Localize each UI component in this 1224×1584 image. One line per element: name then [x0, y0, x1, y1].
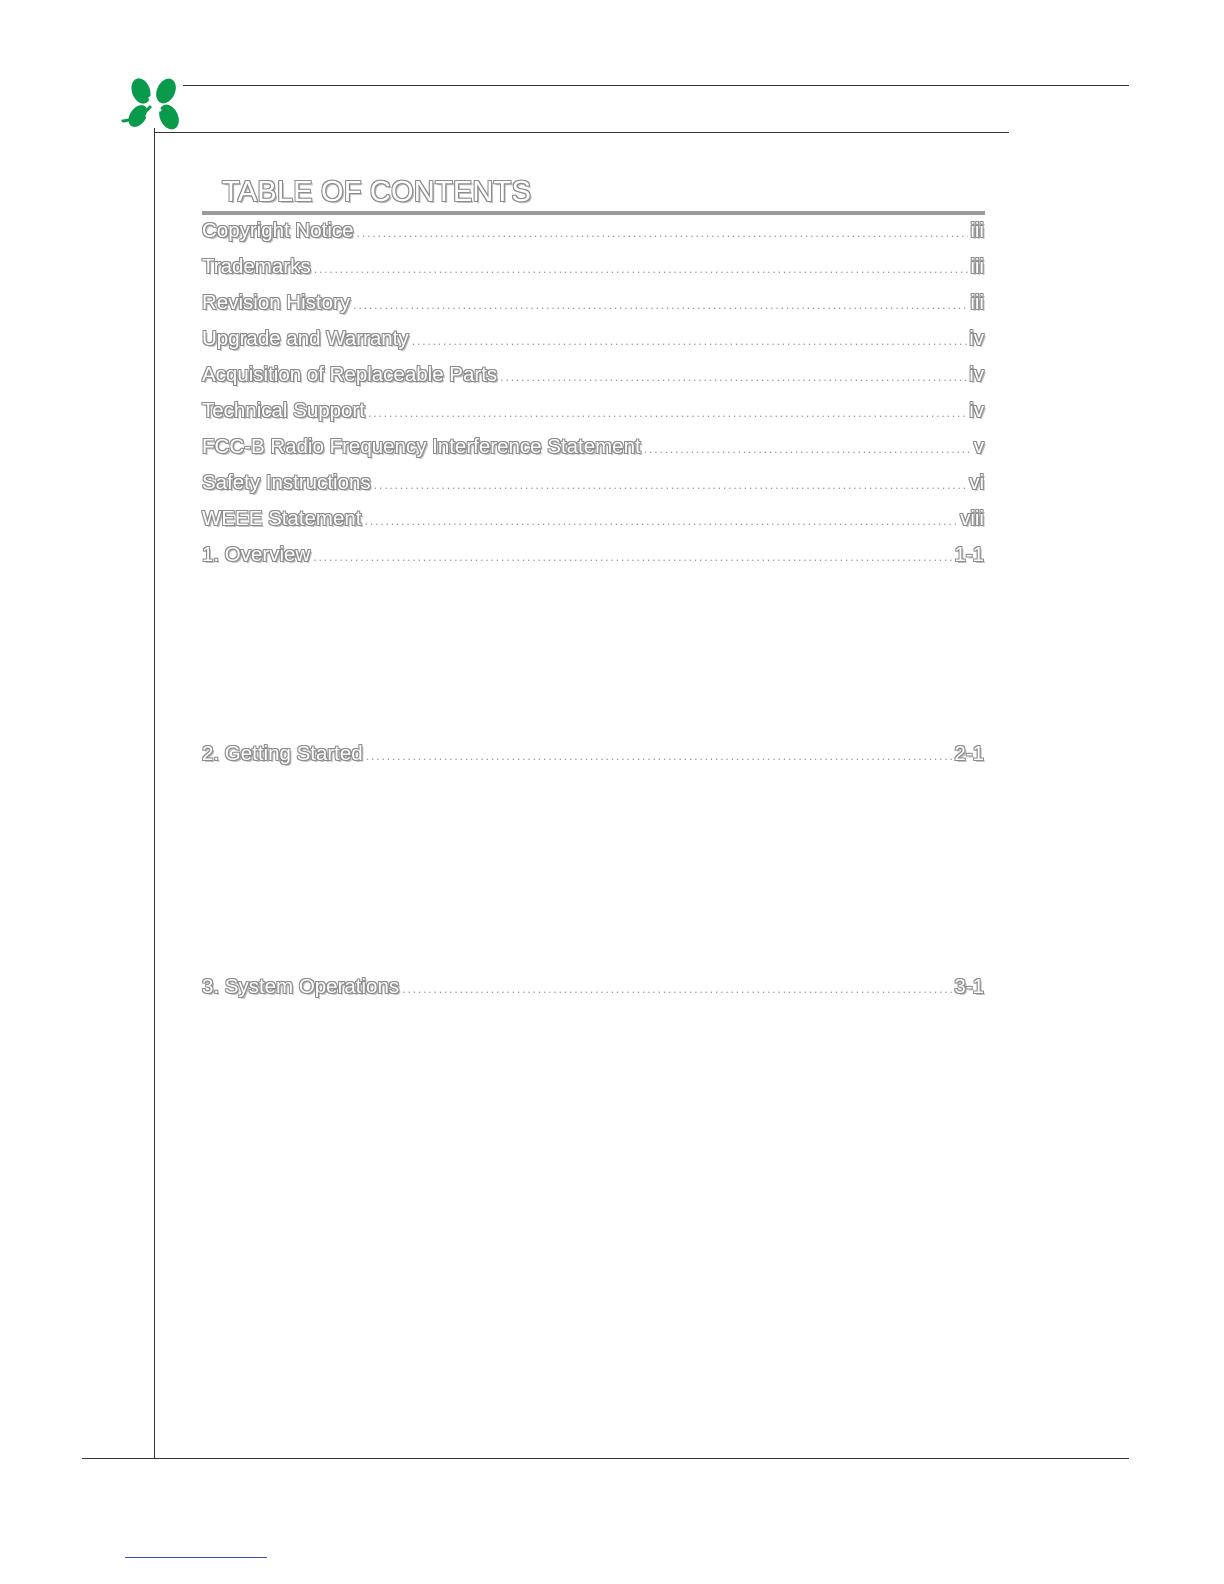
toc-entry-technical-support[interactable] — [202, 399, 984, 427]
toc-entry-fcc-b-statement[interactable] — [202, 435, 984, 463]
toc-entry-page: iii — [970, 219, 984, 242]
dot-leader — [368, 405, 967, 420]
toc-entry-page: iv — [969, 327, 984, 350]
dot-leader — [365, 513, 959, 528]
toc-entry-page: 1-1 — [954, 543, 984, 566]
dot-leader — [412, 333, 968, 348]
toc-entry-page: viii — [960, 507, 984, 530]
toc-entry-revision-history[interactable] — [202, 291, 984, 319]
toc-entry-overview[interactable] — [202, 543, 984, 571]
dot-leader — [314, 261, 969, 276]
footer-link-underline — [125, 1557, 267, 1558]
toc-entry-copyright-notice[interactable] — [202, 219, 984, 247]
toc-entry-label: Technical Support — [202, 399, 365, 422]
toc-entry-page: 2-1 — [954, 742, 984, 765]
toc-title: TABLE OF CONTENTS — [222, 176, 532, 208]
toc-entry-page: iii — [970, 255, 984, 278]
left-margin-rule — [154, 128, 155, 1459]
toc-entry-label: Acquisition of Replaceable Parts — [202, 363, 498, 386]
dot-leader — [402, 981, 952, 996]
dot-leader — [644, 441, 972, 456]
toc-title-rule — [202, 211, 985, 215]
toc-entry-system-operations[interactable] — [202, 975, 984, 1003]
toc-entry-upgrade-and-warranty[interactable] — [202, 327, 984, 355]
four-leaf-clover-logo — [120, 76, 186, 136]
toc-entry-label: Revision History — [202, 291, 351, 314]
toc-entry-page: iv — [969, 363, 984, 386]
toc-entry-label: 1. Overview — [202, 543, 311, 566]
toc-entry-label: WEEE Statement — [202, 507, 362, 530]
toc-entry-label: FCC-B Radio Frequency Interference Statement — [202, 435, 641, 458]
header-rule — [155, 132, 1009, 133]
dot-leader — [374, 477, 968, 492]
dot-leader — [366, 748, 953, 763]
dot-leader — [313, 549, 952, 564]
toc-entry-page: iv — [969, 399, 984, 422]
toc-entry-page: v — [973, 435, 984, 458]
toc-entry-weee-statement[interactable] — [202, 507, 984, 535]
toc-entry-acquisition-of-replaceable-parts[interactable] — [202, 363, 984, 391]
dot-leader — [357, 225, 969, 240]
toc-entry-label: 2. Getting Started — [202, 742, 363, 765]
toc-entry-page: iii — [970, 291, 984, 314]
toc-entry-trademarks[interactable] — [202, 255, 984, 283]
toc-entry-safety-instructions[interactable] — [202, 471, 984, 499]
toc-entry-page: 3-1 — [954, 975, 984, 998]
toc-entry-label: Copyright Notice — [202, 219, 354, 242]
toc-entry-label: 3. System Operations — [202, 975, 400, 998]
dot-leader — [353, 297, 968, 312]
dot-leader — [500, 369, 967, 384]
toc-entry-page: vi — [969, 471, 984, 494]
bottom-rule — [82, 1458, 1129, 1459]
toc-entry-label: Trademarks — [202, 255, 311, 278]
toc-entry-getting-started[interactable] — [202, 742, 984, 770]
top-rule — [183, 85, 1129, 86]
toc-entry-label: Safety Instructions — [202, 471, 371, 494]
toc-entry-label: Upgrade and Warranty — [202, 327, 409, 350]
